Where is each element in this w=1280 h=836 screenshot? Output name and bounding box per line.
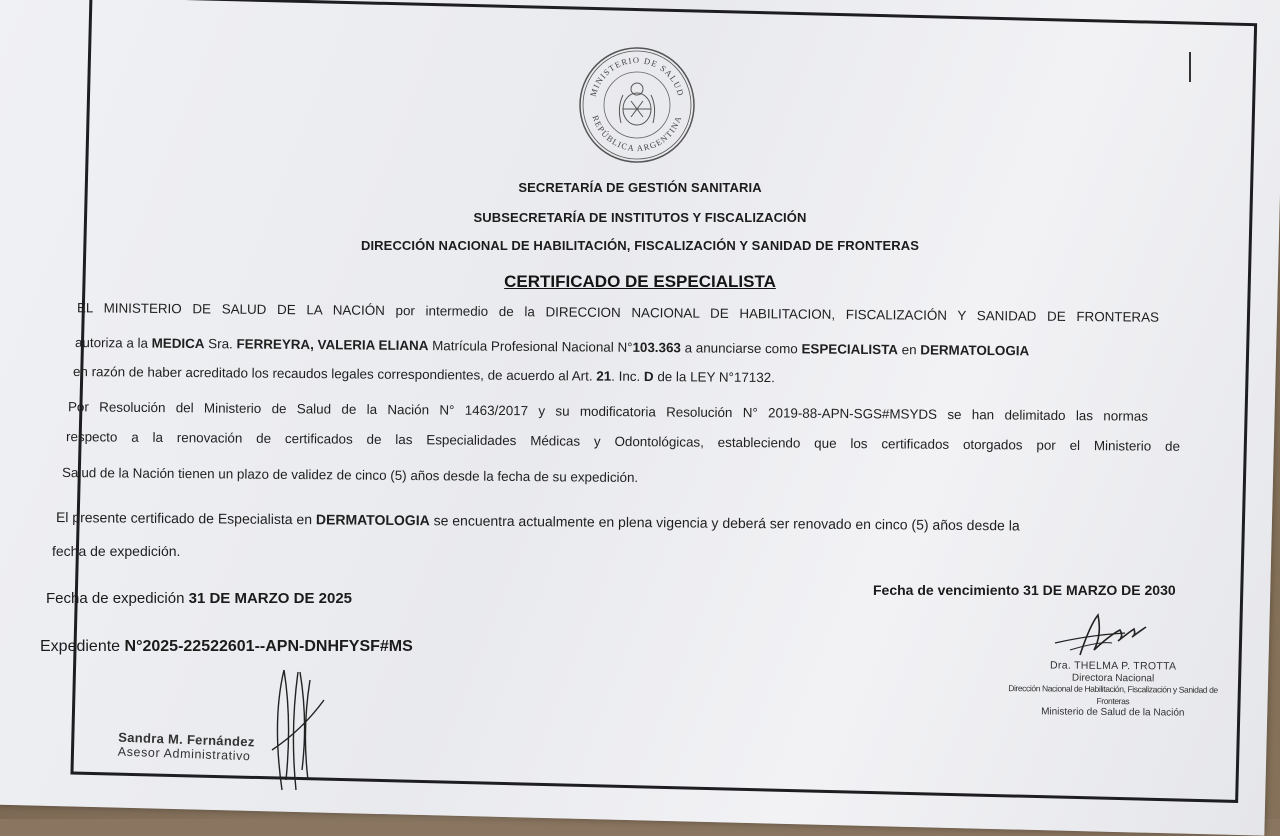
- fecha-vencimiento: [873, 582, 1176, 598]
- seal-text-top: MINISTERIO DE SALUD: [587, 54, 687, 98]
- para1-text: en razón de haber acreditado los recaudos legales correspondientes, de acuerdo al Art.: [72, 364, 597, 384]
- fecha-expedicion-value: 31 DE MARZO DE 2025: [188, 590, 352, 607]
- para2-line2: respecto a la renovación de certificados de las Especialidades Médicas y Odontológicas, estableciendo que los certificados otorgados por el Ministerio de: [65, 429, 1181, 454]
- para2-line3: Salud de la Nación tienen un plazo de validez de cinco (5) años desde la fecha de su expedición.: [61, 465, 639, 486]
- specialty: DERMATOLOGIA: [920, 342, 1030, 359]
- para1-text: en: [897, 342, 921, 358]
- fecha-vencimiento-label: Fecha de vencimiento: [873, 582, 1024, 598]
- inciso: D: [643, 368, 654, 385]
- license-number: 103.363: [632, 339, 681, 356]
- profession: MEDICA: [151, 335, 205, 352]
- article-number: 21: [596, 368, 612, 384]
- para3-text: El presente certificado de Especialista en: [55, 509, 316, 528]
- specialty-ref: DERMATOLOGIA: [315, 511, 430, 529]
- signer-name: Dra. THELMA P. TROTTA: [1050, 659, 1177, 673]
- signer-department: Dirección Nacional de Habilitación, Fiscalización y Sanidad de Fronteras: [1008, 683, 1218, 706]
- svg-text:MINISTERIO DE SALUD: [588, 55, 686, 98]
- para1-text: a anunciarse como: [680, 340, 802, 357]
- specialist-word: ESPECIALISTA: [801, 341, 899, 358]
- expediente-number: N°2025-22522601--APN-DNHFYSF#MS: [124, 638, 413, 655]
- header-direccion: DIRECCIÓN NACIONAL DE HABILITACIÓN, FISCALIZACIÓN Y SANIDAD DE FRONTERAS: [360, 238, 920, 253]
- seal-text-bottom: REPÚBLICA ARGENTINA: [590, 113, 684, 154]
- svg-text:REPÚBLICA ARGENTINA: [590, 114, 683, 153]
- para3-line2: fecha de expedición.: [52, 543, 181, 559]
- margin-mark: [1189, 52, 1191, 82]
- signature-block-left: [118, 730, 255, 764]
- header-subsecretaria: SUBSECRETARÍA DE INSTITUTOS Y FISCALIZACIÓN: [473, 210, 807, 225]
- para3-text: se encuentra actualmente en plena vigencia y deberá ser renovado en cinco (5) años desde la: [429, 512, 1020, 534]
- para1-line1: EL MINISTERIO DE SALUD DE LA NACIÓN por intermedio de la DIRECCION NACIONAL DE HABILITACION, FISCALIZACIÓN Y SANIDAD DE FRONTERAS: [76, 300, 1160, 325]
- signer-left-role: Asesor Administrativo: [117, 744, 251, 764]
- expediente-label: Expediente: [40, 638, 125, 655]
- expediente: [40, 638, 413, 656]
- holder-name: FERREYRA, VALERIA ELIANA: [236, 336, 429, 354]
- fecha-vencimiento-value: 31 DE MARZO DE 2030: [1023, 582, 1176, 598]
- signature-block-right: [1008, 660, 1218, 719]
- certificate-title: CERTIFICADO DE ESPECIALISTA: [504, 272, 776, 291]
- para1-text: Matrícula Profesional Nacional N°: [428, 338, 633, 355]
- para2-line1: Por Resolución del Ministerio de Salud de la Nación N° 1463/2017 y su modificatoria Resolución N° 2019-88-APN-SGS#MSYDS se han delimitado las normas: [67, 399, 1149, 424]
- para1-text: Sra.: [204, 336, 237, 352]
- fecha-expedicion-label: Fecha de expedición: [46, 590, 189, 607]
- para1-text: autoriza a la: [74, 335, 152, 351]
- ministry-seal-icon: [577, 45, 697, 165]
- header-secretaria: SECRETARÍA DE GESTIÓN SANITARIA: [518, 180, 762, 195]
- signer-role: Directora Nacional: [1071, 672, 1155, 684]
- fecha-expedicion: [46, 590, 352, 607]
- signer-left-name: Sandra M. Fernández: [118, 729, 255, 750]
- para1-text: de la LEY N°17132.: [653, 369, 775, 386]
- signer-ministry: Ministerio de Salud de la Nación: [1041, 706, 1185, 719]
- para1-text: . Inc.: [611, 368, 645, 384]
